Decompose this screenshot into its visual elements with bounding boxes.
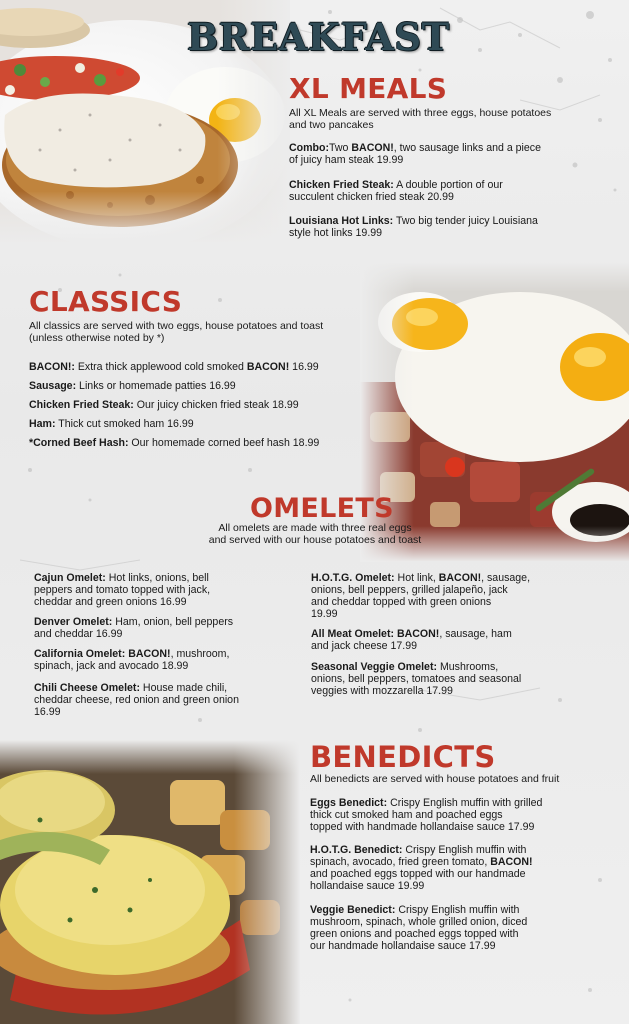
item-name: Cajun Omelet: xyxy=(34,572,106,584)
menu-item-combo xyxy=(289,142,624,166)
menu-item-chili-cheese-omelet xyxy=(34,682,309,718)
item-desc: spinach, jack and avocado 18.99 xyxy=(34,660,189,672)
item-name: Louisiana Hot Links: xyxy=(289,215,394,227)
classics-intro-line1: All classics are served with two eggs, house potatoes and toast xyxy=(29,320,324,332)
item-desc: House made chili, xyxy=(139,682,228,694)
item-name: Chili Cheese Omelet: xyxy=(34,682,140,694)
item-name: California Omelet: xyxy=(34,648,126,660)
page-title: BREAKFAST xyxy=(187,15,450,59)
menu-item-bacon xyxy=(29,361,389,373)
menu-item-xl-chicken-fried-steak xyxy=(289,179,624,203)
menu-item-veggie-benedict xyxy=(310,904,625,952)
item-desc: Thick cut smoked ham 16.99 xyxy=(55,418,194,430)
omelets-intro-line2: and served with our house potatoes and toast xyxy=(208,534,422,546)
menu-item-classic-chicken-fried-steak xyxy=(29,399,379,411)
item-desc: cheddar and green onions 16.99 xyxy=(34,596,187,608)
item-desc: peppers and tomato topped with jack, xyxy=(34,584,211,596)
item-name: Eggs Benedict: xyxy=(310,797,388,809)
item-desc: our handmade hollandaise sauce 17.99 xyxy=(310,940,496,952)
item-desc: green onions and poached eggs topped with xyxy=(310,928,519,940)
bacon-highlight: BACON! xyxy=(490,856,533,868)
benedict-photo xyxy=(0,740,300,1024)
item-desc: spinach, avocado, fried green tomato, xyxy=(310,856,491,868)
classics-intro-line2: (unless otherwise noted by *) xyxy=(29,332,165,344)
item-desc: onions, bell peppers, grilled jalapeño, jack xyxy=(311,584,508,596)
menu-item-sausage xyxy=(29,380,379,392)
item-name: BACON!: xyxy=(29,361,75,373)
item-desc: Crispy English muffin with xyxy=(402,844,527,856)
item-desc: Crispy English muffin with xyxy=(395,904,520,916)
xl-meals-heading: XL MEALS xyxy=(289,72,448,105)
menu-item-all-meat-omelet xyxy=(311,628,611,652)
menu-item-hotg-benedict xyxy=(310,844,625,892)
item-desc: A double portion of our xyxy=(393,179,503,191)
item-desc: and cheddar topped with green onions xyxy=(311,596,492,608)
item-name: All Meat Omelet: xyxy=(311,628,395,640)
bacon-highlight: BACON! xyxy=(351,142,394,154)
item-name: Seasonal Veggie Omelet: xyxy=(311,661,437,673)
item-name: H.O.T.G. Omelet: xyxy=(311,572,395,584)
classics-intro xyxy=(29,320,379,344)
item-desc: thick cut smoked ham and poached eggs xyxy=(310,809,503,821)
item-desc: Two big tender juicy Louisiana xyxy=(393,215,538,227)
item-desc: and cheddar 16.99 xyxy=(34,628,123,640)
menu-item-cajun-omelet xyxy=(34,572,304,608)
menu-item-california-omelet xyxy=(34,648,304,672)
item-name: *Corned Beef Hash: xyxy=(29,437,129,449)
omelets-intro-line1: All omelets are made with three real eggs xyxy=(218,522,412,534)
item-desc: Hot link, xyxy=(394,572,439,584)
classics-heading: CLASSICS xyxy=(29,285,183,318)
menu-item-seasonal-veggie-omelet xyxy=(311,661,611,697)
menu-item-louisiana-hot-links xyxy=(289,215,624,239)
menu-item-corned-beef-hash xyxy=(29,437,399,449)
eggs-hash-photo xyxy=(360,262,629,562)
item-desc: veggies with mozzarella 17.99 xyxy=(311,685,453,697)
item-desc: 16.99 xyxy=(289,361,319,373)
item-name: Denver Omelet: xyxy=(34,616,113,628)
omelets-intro xyxy=(150,522,480,546)
item-name: Combo: xyxy=(289,142,330,154)
item-desc: cheddar cheese, red onion and green onion xyxy=(34,694,239,706)
menu-item-denver-omelet xyxy=(34,616,304,640)
item-desc: Ham, onion, bell peppers xyxy=(112,616,234,628)
item-desc: succulent chicken fried steak 20.99 xyxy=(289,191,454,203)
item-desc: style hot links 19.99 xyxy=(289,227,383,239)
item-name: Veggie Benedict: xyxy=(310,904,396,916)
item-desc: Hot links, onions, bell xyxy=(105,572,209,584)
item-desc: , sausage, ham xyxy=(439,628,512,640)
xl-intro xyxy=(289,107,624,131)
item-desc: mushroom, spinach, whole grilled onion, diced xyxy=(310,916,528,928)
item-desc: , sausage, xyxy=(481,572,531,584)
bacon-highlight: BACON! xyxy=(246,361,290,373)
item-desc: onions, bell peppers, tomatoes and seasonal xyxy=(311,673,522,685)
item-desc: , mushroom, xyxy=(170,648,230,660)
benedicts-heading: BENEDICTS xyxy=(310,740,496,774)
benedicts-intro: All benedicts are served with house potatoes and fruit xyxy=(310,773,560,785)
item-desc: Our homemade corned beef hash 18.99 xyxy=(128,437,320,449)
item-desc: Two xyxy=(329,142,352,154)
item-desc: Mushrooms, xyxy=(437,661,499,673)
item-desc: hollandaise sauce 19.99 xyxy=(310,880,425,892)
item-desc: Links or homemade patties 16.99 xyxy=(76,380,236,392)
item-desc: and poached eggs topped with our handmade xyxy=(310,868,526,880)
item-desc: 19.99 xyxy=(311,608,338,620)
menu-item-eggs-benedict xyxy=(310,797,625,833)
item-desc: Our juicy chicken fried steak 18.99 xyxy=(133,399,299,411)
omelets-heading: OMELETS xyxy=(250,493,394,524)
xl-intro-line1: All XL Meals are served with three eggs, house potatoes xyxy=(289,107,552,119)
item-desc: Crispy English muffin with grilled xyxy=(387,797,543,809)
item-name: Ham: xyxy=(29,418,56,430)
item-name: Chicken Fried Steak: xyxy=(289,179,394,191)
item-desc: topped with handmade hollandaise sauce 17.99 xyxy=(310,821,535,833)
bacon-highlight: BACON! xyxy=(125,648,171,660)
bacon-highlight: BACON! xyxy=(394,628,440,640)
item-desc: , two sausage links and a piece xyxy=(393,142,541,154)
item-desc: and jack cheese 17.99 xyxy=(311,640,418,652)
menu-item-ham xyxy=(29,418,379,430)
item-name: Chicken Fried Steak: xyxy=(29,399,134,411)
bacon-highlight: BACON! xyxy=(438,572,482,584)
xl-intro-line2: and two pancakes xyxy=(289,119,374,131)
item-desc: of juicy ham steak 19.99 xyxy=(289,154,404,166)
item-desc: Extra thick applewood cold smoked xyxy=(74,361,247,373)
item-desc: 16.99 xyxy=(34,706,61,718)
item-name: H.O.T.G. Benedict: xyxy=(310,844,403,856)
item-name: Sausage: xyxy=(29,380,77,392)
menu-item-hotg-omelet xyxy=(311,572,611,620)
